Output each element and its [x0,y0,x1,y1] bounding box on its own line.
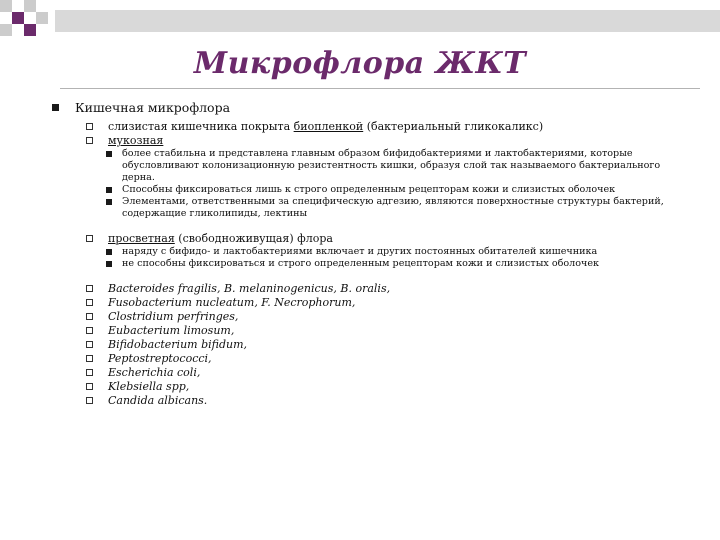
content-body [86,120,696,408]
list-item [86,134,696,148]
list-item [86,296,696,310]
organism-name: Bifidobacterium bifidum, [108,338,248,351]
luminal-flora-rest: (свободноживущая) флора [174,232,333,245]
hollow-square-bullet-icon [86,313,93,320]
mucosa-item1-before: слизистая кишечника покрыта [108,120,294,133]
hollow-square-bullet-icon [86,383,93,390]
filled-square-bullet-icon [106,151,112,157]
list-item [86,282,696,296]
organism-name: Peptostreptococci, [108,352,212,365]
organism-name: Fusobacterium nucleatum, F. Necrophorum, [108,296,356,309]
list-item [86,394,696,408]
list-item [86,184,696,196]
list-item [86,324,696,338]
list-item [86,232,696,246]
list-item [86,120,696,134]
organism-name: Bacteroides fragilis, B. melaninogenicus, B. oralis, [108,282,391,295]
luminal-flora-label: просветная [108,232,175,245]
organism-name: Clostridium perfringes, [108,310,239,323]
hollow-square-bullet-icon [86,235,93,242]
slide-title: Микрофлора ЖКТ [193,46,527,81]
organism-name: Escherichia coli, [108,366,201,379]
list-item [86,366,696,380]
list-item [86,246,696,258]
hollow-square-bullet-icon [86,137,93,144]
header-band [55,10,720,32]
hollow-square-bullet-icon [86,341,93,348]
hollow-square-bullet-icon [86,299,93,306]
mucosal-subitem-text: Элементами, ответственными за специфическую адгезию, являются поверхностные структуры бактерий, содержащие гликолипиды, лектины [122,196,664,219]
organism-name: Klebsiella spp, [108,380,190,393]
list-item [86,258,696,270]
main-point [52,100,230,115]
filled-square-bullet-icon [106,249,112,255]
luminal-subitem-text: наряду с бифидо- и лактобактериями включает и других постоянных обитателей кишечника [122,246,598,257]
filled-square-bullet-icon [106,261,112,267]
hollow-square-bullet-icon [86,369,93,376]
main-point-text: Кишечная микрофлора [75,100,231,115]
title-divider [60,88,700,89]
hollow-square-bullet-icon [86,327,93,334]
mucosal-flora-label: мукозная [108,134,164,147]
filled-square-bullet-icon [52,104,59,111]
organism-name: Eubacterium limosum, [108,324,235,337]
mucosal-subitem-text: более стабильна и представлена главным образом бифидобактериями и лактобактериями, которые обусловливают колонизационную резистентность кишки, образуя слой так называемого бактериального дерна. [122,148,661,183]
mucosa-item1-after: (бактериальный гликокаликс) [363,120,544,133]
hollow-square-bullet-icon [86,355,93,362]
hollow-square-bullet-icon [86,397,93,404]
biofilm-term: биопленкой [293,120,364,133]
list-item [86,380,696,394]
organism-name: Candida albicans. [108,394,208,407]
hollow-square-bullet-icon [86,123,93,130]
hollow-square-bullet-icon [86,285,93,292]
list-item [86,196,696,220]
list-item [86,148,696,184]
corner-checker-decoration [0,0,60,40]
luminal-subitem-text: не способны фиксироваться и строго определенным рецепторам кожи и слизистых оболочек [122,258,600,269]
filled-square-bullet-icon [106,187,112,193]
filled-square-bullet-icon [106,199,112,205]
list-item [86,338,696,352]
list-item [86,352,696,366]
list-item [86,310,696,324]
mucosal-subitem-text: Способны фиксироваться лишь к строго определенным рецепторам кожи и слизистых оболочек [122,184,616,195]
